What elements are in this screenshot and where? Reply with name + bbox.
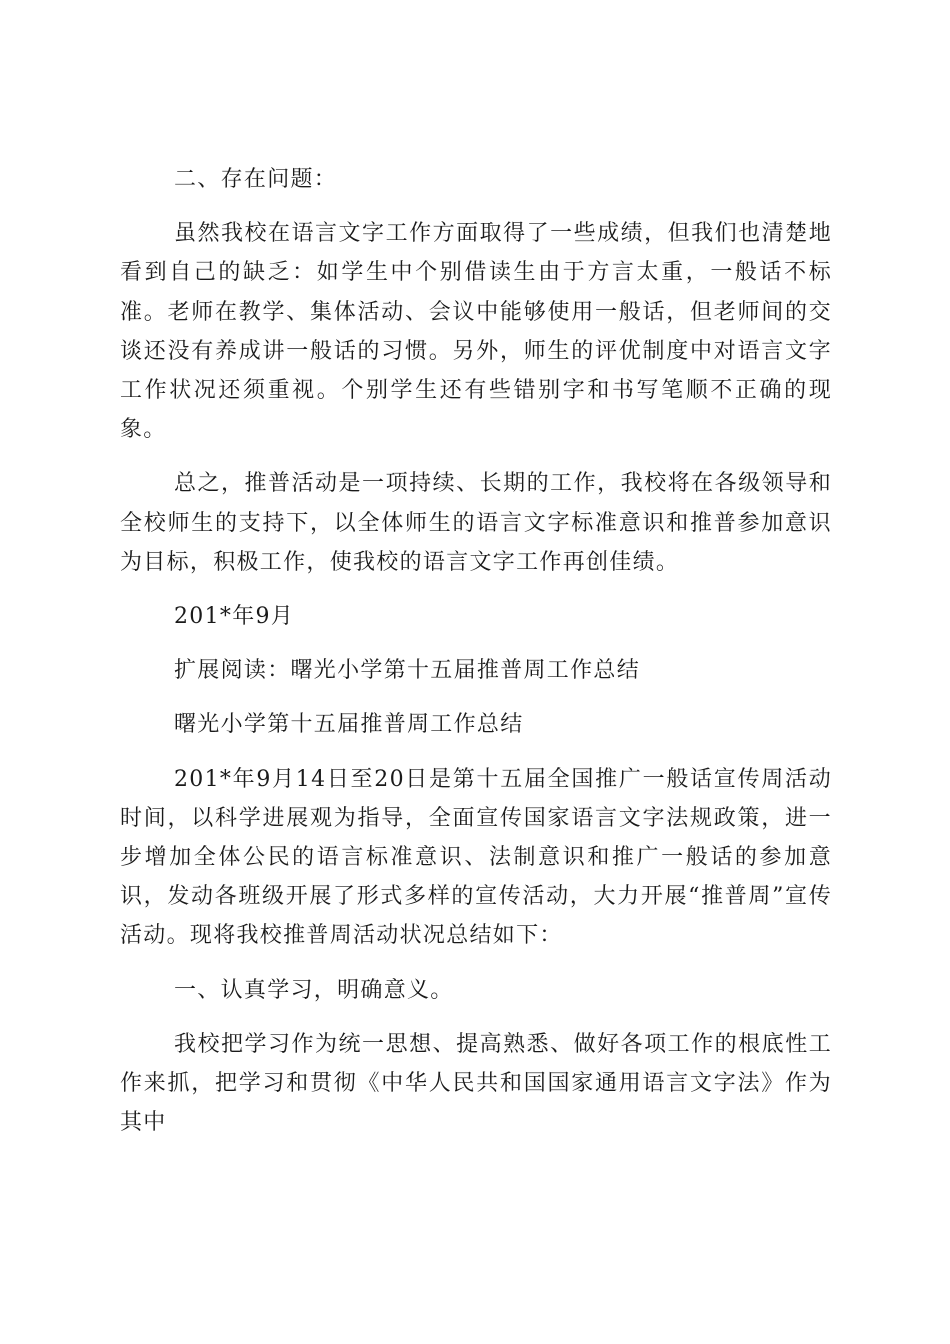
document-body: [120, 160, 832, 1157]
paragraph-study: 我校把学习作为统一思想、提高熟悉、做好各项工作的根底性工作来抓，把学习和贯彻《中华人民共和国国家通用语言文字法》作为其中: [120, 1031, 832, 1136]
paragraph-conclusion: 总之，推普活动是一项持续、长期的工作，我校将在各级领导和全校师生的支持下，以全体师生的语言文字标准意识和推普参加意识为目标，积极工作，使我校的语言文字工作再创佳绩。: [120, 471, 832, 575]
report-title: 曙光小学第十五届推普周工作总结: [174, 712, 524, 738]
paragraph-introduction: 201*年9月14日至20日是第十五届全国推广一般话宣传周活动时间，以科学进展观为指导，全面宣传国家语言文字法规政策，进一步增加全体公民的语言标准意识、法制意识和推广一般话的参加意识，发动各班级开展了形式多样的宣传活动，大力开展“推普周”宣传活动。现将我校推普周活动状况总结如下：: [120, 766, 832, 949]
section-heading-study: 一、认真学习，明确意义。: [174, 977, 454, 1003]
date-line: 201*年9月: [174, 604, 295, 630]
section-heading-problems: 二、存在问题：: [174, 167, 338, 192]
extended-reading-line: 扩展阅读：曙光小学第十五届推普周工作总结: [174, 658, 641, 684]
paragraph-shortcomings: 虽然我校在语言文字工作方面取得了一些成绩，但我们也清楚地看到自己的缺乏：如学生中个别借读生由于方言太重，一般话不标准。老师在教学、集体活动、会议中能够使用一般话，但老师间的交谈还没有养成讲一般话的习惯。另外，师生的评优制度中对语言文字工作状况还须重视。个别学生还有些错别字和书写笔顺不正确的现象。: [120, 221, 832, 443]
